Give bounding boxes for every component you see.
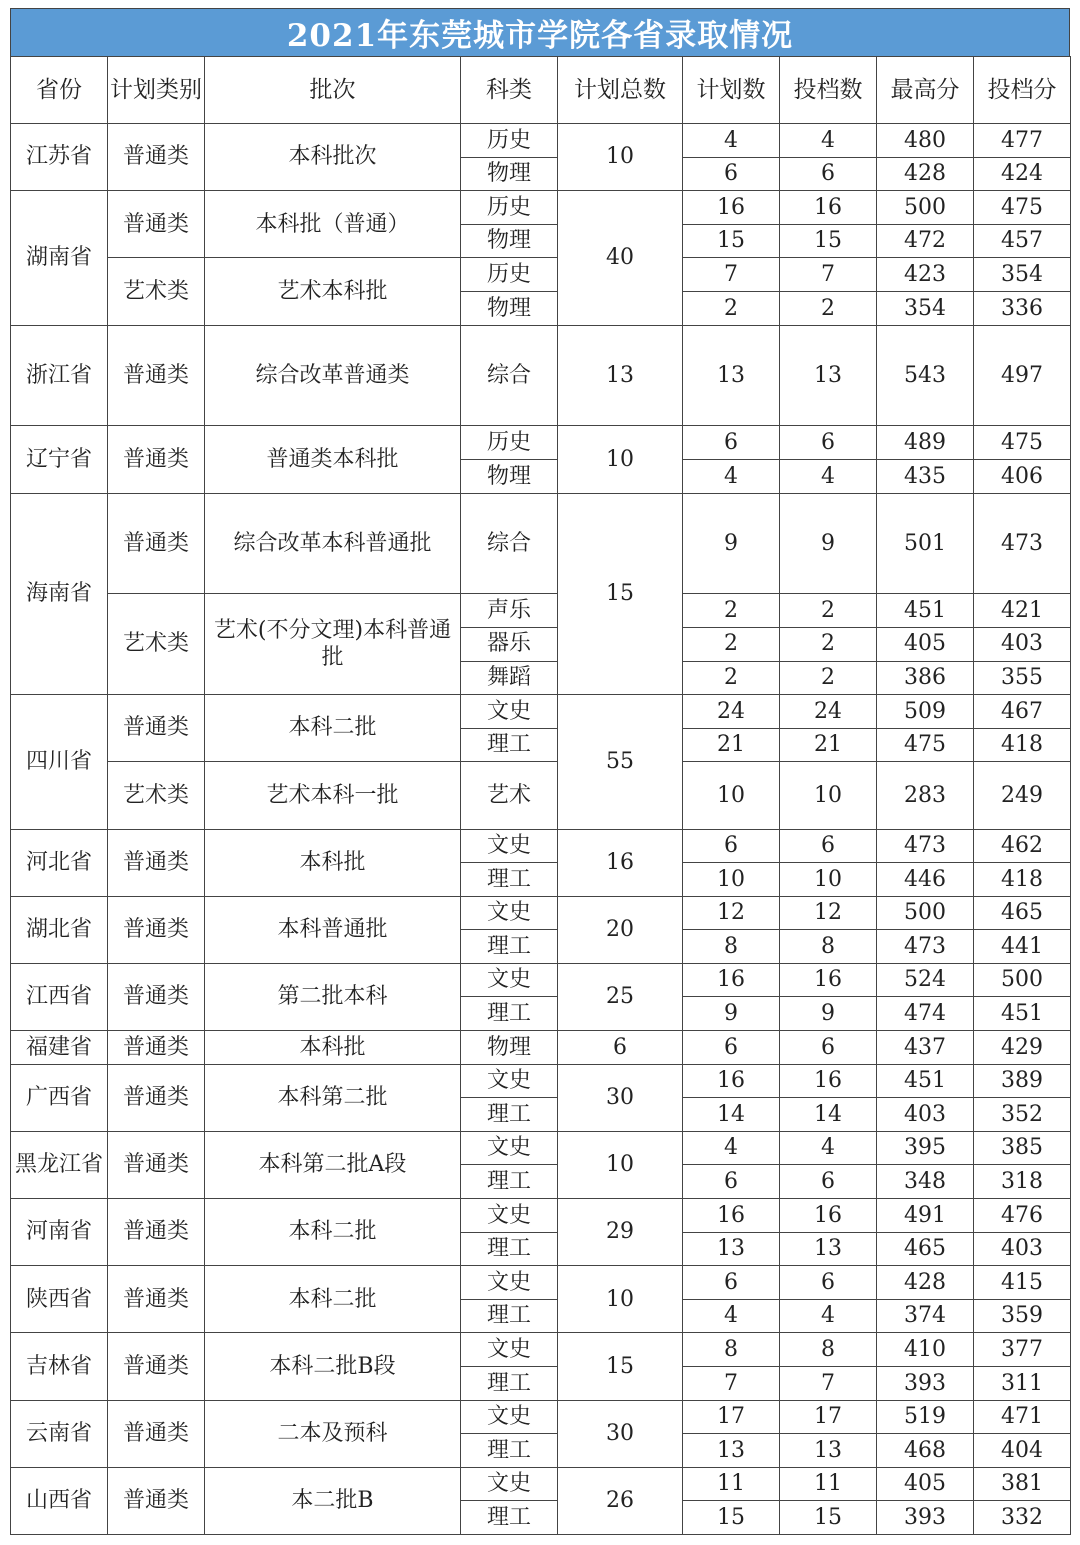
subject-cell: 历史 bbox=[461, 426, 558, 460]
subject-cell: 理工 bbox=[461, 1299, 558, 1333]
batch-cell: 本科二批 bbox=[205, 1199, 461, 1266]
plan-cell: 13 bbox=[683, 325, 780, 426]
subject-cell: 文史 bbox=[461, 1400, 558, 1434]
category-cell: 普通类 bbox=[108, 1266, 205, 1333]
plan-total-cell: 13 bbox=[558, 325, 683, 426]
filing-score-cell: 476 bbox=[974, 1199, 1071, 1233]
subject-cell: 艺术 bbox=[461, 762, 558, 829]
plan-cell: 13 bbox=[683, 1232, 780, 1266]
header-filing-score: 投档分 bbox=[974, 57, 1071, 124]
plan-cell: 7 bbox=[683, 1367, 780, 1401]
plan-total-cell: 20 bbox=[558, 896, 683, 963]
plan-cell: 6 bbox=[683, 829, 780, 863]
plan-total-cell: 30 bbox=[558, 1064, 683, 1131]
batch-cell: 二本及预科 bbox=[205, 1400, 461, 1467]
province-cell: 辽宁省 bbox=[11, 426, 108, 493]
filed-cell: 13 bbox=[780, 1434, 877, 1468]
subject-cell: 物理 bbox=[461, 157, 558, 191]
batch-cell: 综合改革本科普通批 bbox=[205, 493, 461, 594]
filed-cell: 7 bbox=[780, 1367, 877, 1401]
table-row bbox=[11, 1199, 1071, 1233]
subject-cell: 文史 bbox=[461, 1199, 558, 1233]
max-score-cell: 374 bbox=[877, 1299, 974, 1333]
subject-cell: 理工 bbox=[461, 1232, 558, 1266]
subject-cell: 文史 bbox=[461, 1131, 558, 1165]
batch-cell: 本科批次 bbox=[205, 124, 461, 191]
filing-score-cell: 311 bbox=[974, 1367, 1071, 1401]
filed-cell: 13 bbox=[780, 1232, 877, 1266]
subject-cell: 文史 bbox=[461, 896, 558, 930]
max-score-cell: 480 bbox=[877, 124, 974, 158]
max-score-cell: 403 bbox=[877, 1098, 974, 1132]
plan-cell: 2 bbox=[683, 594, 780, 628]
category-cell: 艺术类 bbox=[108, 594, 205, 695]
filed-cell: 4 bbox=[780, 1131, 877, 1165]
category-cell: 普通类 bbox=[108, 1467, 205, 1534]
subject-cell: 物理 bbox=[461, 459, 558, 493]
table-row bbox=[11, 1031, 1071, 1065]
category-cell: 普通类 bbox=[108, 963, 205, 1030]
filed-cell: 6 bbox=[780, 157, 877, 191]
province-cell: 陕西省 bbox=[11, 1266, 108, 1333]
filing-score-cell: 497 bbox=[974, 325, 1071, 426]
filed-cell: 8 bbox=[780, 930, 877, 964]
max-score-cell: 423 bbox=[877, 258, 974, 292]
plan-cell: 15 bbox=[683, 224, 780, 258]
header-batch: 批次 bbox=[205, 57, 461, 124]
plan-cell: 8 bbox=[683, 1333, 780, 1367]
table-row bbox=[11, 1064, 1071, 1098]
plan-cell: 10 bbox=[683, 762, 780, 829]
max-score-cell: 410 bbox=[877, 1333, 974, 1367]
max-score-cell: 446 bbox=[877, 863, 974, 897]
max-score-cell: 500 bbox=[877, 191, 974, 225]
province-cell: 河南省 bbox=[11, 1199, 108, 1266]
table-row bbox=[11, 124, 1071, 158]
filed-cell: 14 bbox=[780, 1098, 877, 1132]
max-score-cell: 491 bbox=[877, 1199, 974, 1233]
filed-cell: 24 bbox=[780, 695, 877, 729]
filing-score-cell: 467 bbox=[974, 695, 1071, 729]
filed-cell: 16 bbox=[780, 191, 877, 225]
subject-cell: 舞蹈 bbox=[461, 661, 558, 695]
admission-table bbox=[10, 56, 1071, 1535]
category-cell: 普通类 bbox=[108, 325, 205, 426]
header-category: 计划类别 bbox=[108, 57, 205, 124]
table-body bbox=[11, 124, 1071, 1535]
subject-cell: 理工 bbox=[461, 863, 558, 897]
province-cell: 河北省 bbox=[11, 829, 108, 896]
plan-cell: 15 bbox=[683, 1501, 780, 1535]
filing-score-cell: 377 bbox=[974, 1333, 1071, 1367]
filing-score-cell: 418 bbox=[974, 863, 1071, 897]
plan-total-cell: 16 bbox=[558, 829, 683, 896]
plan-cell: 6 bbox=[683, 426, 780, 460]
max-score-cell: 509 bbox=[877, 695, 974, 729]
plan-total-cell: 26 bbox=[558, 1467, 683, 1534]
header-plan-total: 计划总数 bbox=[558, 57, 683, 124]
filing-score-cell: 465 bbox=[974, 896, 1071, 930]
filing-score-cell: 500 bbox=[974, 963, 1071, 997]
batch-cell: 本二批B bbox=[205, 1467, 461, 1534]
batch-cell: 第二批本科 bbox=[205, 963, 461, 1030]
filing-score-cell: 332 bbox=[974, 1501, 1071, 1535]
batch-cell: 本科第二批 bbox=[205, 1064, 461, 1131]
filing-score-cell: 318 bbox=[974, 1165, 1071, 1199]
subject-cell: 器乐 bbox=[461, 627, 558, 661]
plan-cell: 24 bbox=[683, 695, 780, 729]
filing-score-cell: 475 bbox=[974, 426, 1071, 460]
subject-cell: 文史 bbox=[461, 1467, 558, 1501]
filing-score-cell: 403 bbox=[974, 1232, 1071, 1266]
category-cell: 普通类 bbox=[108, 1131, 205, 1198]
plan-cell: 12 bbox=[683, 896, 780, 930]
table-row bbox=[11, 896, 1071, 930]
batch-cell: 本科二批 bbox=[205, 695, 461, 762]
plan-total-cell: 15 bbox=[558, 1333, 683, 1400]
province-cell: 广西省 bbox=[11, 1064, 108, 1131]
plan-total-cell: 10 bbox=[558, 124, 683, 191]
table-row bbox=[11, 1467, 1071, 1501]
plan-cell: 2 bbox=[683, 661, 780, 695]
filed-cell: 2 bbox=[780, 627, 877, 661]
plan-cell: 9 bbox=[683, 997, 780, 1031]
filing-score-cell: 429 bbox=[974, 1031, 1071, 1065]
filing-score-cell: 403 bbox=[974, 627, 1071, 661]
category-cell: 普通类 bbox=[108, 695, 205, 762]
filed-cell: 8 bbox=[780, 1333, 877, 1367]
category-cell: 普通类 bbox=[108, 1199, 205, 1266]
table-row bbox=[11, 191, 1071, 225]
filing-score-cell: 336 bbox=[974, 291, 1071, 325]
header-plan: 计划数 bbox=[683, 57, 780, 124]
plan-total-cell: 25 bbox=[558, 963, 683, 1030]
plan-total-cell: 10 bbox=[558, 1131, 683, 1198]
max-score-cell: 475 bbox=[877, 728, 974, 762]
filed-cell: 13 bbox=[780, 325, 877, 426]
max-score-cell: 393 bbox=[877, 1501, 974, 1535]
subject-cell: 文史 bbox=[461, 829, 558, 863]
category-cell: 普通类 bbox=[108, 1031, 205, 1065]
province-cell: 湖南省 bbox=[11, 191, 108, 325]
subject-cell: 理工 bbox=[461, 1434, 558, 1468]
max-score-cell: 465 bbox=[877, 1232, 974, 1266]
subject-cell: 声乐 bbox=[461, 594, 558, 628]
filed-cell: 12 bbox=[780, 896, 877, 930]
plan-cell: 4 bbox=[683, 124, 780, 158]
max-score-cell: 405 bbox=[877, 627, 974, 661]
filed-cell: 6 bbox=[780, 1165, 877, 1199]
plan-cell: 14 bbox=[683, 1098, 780, 1132]
subject-cell: 理工 bbox=[461, 1367, 558, 1401]
max-score-cell: 348 bbox=[877, 1165, 974, 1199]
filed-cell: 10 bbox=[780, 863, 877, 897]
province-cell: 江西省 bbox=[11, 963, 108, 1030]
plan-cell: 9 bbox=[683, 493, 780, 594]
batch-cell: 本科第二批A段 bbox=[205, 1131, 461, 1198]
max-score-cell: 428 bbox=[877, 157, 974, 191]
filed-cell: 6 bbox=[780, 829, 877, 863]
filed-cell: 11 bbox=[780, 1467, 877, 1501]
filed-cell: 4 bbox=[780, 124, 877, 158]
max-score-cell: 393 bbox=[877, 1367, 974, 1401]
subject-cell: 综合 bbox=[461, 493, 558, 594]
table-row bbox=[11, 1333, 1071, 1367]
filed-cell: 15 bbox=[780, 1501, 877, 1535]
plan-total-cell: 10 bbox=[558, 426, 683, 493]
batch-cell: 本科二批 bbox=[205, 1266, 461, 1333]
filed-cell: 16 bbox=[780, 963, 877, 997]
subject-cell: 历史 bbox=[461, 191, 558, 225]
max-score-cell: 395 bbox=[877, 1131, 974, 1165]
category-cell: 普通类 bbox=[108, 1400, 205, 1467]
batch-cell: 本科二批B段 bbox=[205, 1333, 461, 1400]
subject-cell: 理工 bbox=[461, 1501, 558, 1535]
subject-cell: 文史 bbox=[461, 695, 558, 729]
plan-cell: 16 bbox=[683, 1064, 780, 1098]
max-score-cell: 354 bbox=[877, 291, 974, 325]
max-score-cell: 524 bbox=[877, 963, 974, 997]
header-province: 省份 bbox=[11, 57, 108, 124]
subject-cell: 历史 bbox=[461, 258, 558, 292]
batch-cell: 艺术本科批 bbox=[205, 258, 461, 325]
category-cell: 普通类 bbox=[108, 1064, 205, 1131]
filing-score-cell: 359 bbox=[974, 1299, 1071, 1333]
table-row bbox=[11, 325, 1071, 426]
subject-cell: 文史 bbox=[461, 963, 558, 997]
category-cell: 普通类 bbox=[108, 1333, 205, 1400]
category-cell: 艺术类 bbox=[108, 762, 205, 829]
filing-score-cell: 355 bbox=[974, 661, 1071, 695]
filing-score-cell: 418 bbox=[974, 728, 1071, 762]
filed-cell: 10 bbox=[780, 762, 877, 829]
plan-total-cell: 10 bbox=[558, 1266, 683, 1333]
filed-cell: 17 bbox=[780, 1400, 877, 1434]
plan-total-cell: 6 bbox=[558, 1031, 683, 1065]
filed-cell: 7 bbox=[780, 258, 877, 292]
filing-score-cell: 475 bbox=[974, 191, 1071, 225]
max-score-cell: 501 bbox=[877, 493, 974, 594]
filed-cell: 2 bbox=[780, 661, 877, 695]
subject-cell: 理工 bbox=[461, 997, 558, 1031]
filing-score-cell: 406 bbox=[974, 459, 1071, 493]
max-score-cell: 386 bbox=[877, 661, 974, 695]
max-score-cell: 451 bbox=[877, 1064, 974, 1098]
max-score-cell: 543 bbox=[877, 325, 974, 426]
province-cell: 浙江省 bbox=[11, 325, 108, 426]
province-cell: 海南省 bbox=[11, 493, 108, 695]
page-title: 2021年东莞城市学院各省录取情况 bbox=[10, 8, 1070, 56]
table-row bbox=[11, 829, 1071, 863]
batch-cell: 本科普通批 bbox=[205, 896, 461, 963]
table-row bbox=[11, 1400, 1071, 1434]
table-row bbox=[11, 594, 1071, 628]
table-row bbox=[11, 762, 1071, 829]
subject-cell: 历史 bbox=[461, 124, 558, 158]
plan-cell: 4 bbox=[683, 1299, 780, 1333]
province-cell: 福建省 bbox=[11, 1031, 108, 1065]
max-score-cell: 437 bbox=[877, 1031, 974, 1065]
filed-cell: 16 bbox=[780, 1199, 877, 1233]
admission-table-container bbox=[10, 8, 1070, 1535]
max-score-cell: 283 bbox=[877, 762, 974, 829]
subject-cell: 理工 bbox=[461, 1098, 558, 1132]
plan-total-cell: 29 bbox=[558, 1199, 683, 1266]
plan-cell: 13 bbox=[683, 1434, 780, 1468]
header-max-score: 最高分 bbox=[877, 57, 974, 124]
plan-cell: 10 bbox=[683, 863, 780, 897]
max-score-cell: 468 bbox=[877, 1434, 974, 1468]
category-cell: 艺术类 bbox=[108, 258, 205, 325]
table-row bbox=[11, 1266, 1071, 1300]
batch-cell: 本科批（普通） bbox=[205, 191, 461, 258]
filed-cell: 16 bbox=[780, 1064, 877, 1098]
province-cell: 黑龙江省 bbox=[11, 1131, 108, 1198]
category-cell: 普通类 bbox=[108, 829, 205, 896]
plan-cell: 16 bbox=[683, 191, 780, 225]
header-filed: 投档数 bbox=[780, 57, 877, 124]
plan-total-cell: 30 bbox=[558, 1400, 683, 1467]
province-cell: 湖北省 bbox=[11, 896, 108, 963]
filing-score-cell: 352 bbox=[974, 1098, 1071, 1132]
filing-score-cell: 462 bbox=[974, 829, 1071, 863]
filed-cell: 9 bbox=[780, 997, 877, 1031]
subject-cell: 物理 bbox=[461, 224, 558, 258]
filed-cell: 21 bbox=[780, 728, 877, 762]
subject-cell: 文史 bbox=[461, 1064, 558, 1098]
filing-score-cell: 477 bbox=[974, 124, 1071, 158]
filed-cell: 9 bbox=[780, 493, 877, 594]
filed-cell: 6 bbox=[780, 426, 877, 460]
subject-cell: 理工 bbox=[461, 1165, 558, 1199]
plan-cell: 8 bbox=[683, 930, 780, 964]
batch-cell: 本科批 bbox=[205, 829, 461, 896]
plan-cell: 6 bbox=[683, 1031, 780, 1065]
max-score-cell: 472 bbox=[877, 224, 974, 258]
plan-cell: 2 bbox=[683, 627, 780, 661]
plan-total-cell: 15 bbox=[558, 493, 683, 695]
max-score-cell: 435 bbox=[877, 459, 974, 493]
plan-cell: 2 bbox=[683, 291, 780, 325]
category-cell: 普通类 bbox=[108, 896, 205, 963]
batch-cell: 普通类本科批 bbox=[205, 426, 461, 493]
filing-score-cell: 404 bbox=[974, 1434, 1071, 1468]
batch-cell: 本科批 bbox=[205, 1031, 461, 1065]
filing-score-cell: 471 bbox=[974, 1400, 1071, 1434]
filing-score-cell: 381 bbox=[974, 1467, 1071, 1501]
plan-cell: 16 bbox=[683, 963, 780, 997]
max-score-cell: 428 bbox=[877, 1266, 974, 1300]
batch-cell: 综合改革普通类 bbox=[205, 325, 461, 426]
category-cell: 普通类 bbox=[108, 493, 205, 594]
province-cell: 吉林省 bbox=[11, 1333, 108, 1400]
table-row bbox=[11, 963, 1071, 997]
table-row bbox=[11, 258, 1071, 292]
max-score-cell: 473 bbox=[877, 930, 974, 964]
filing-score-cell: 441 bbox=[974, 930, 1071, 964]
max-score-cell: 473 bbox=[877, 829, 974, 863]
subject-cell: 理工 bbox=[461, 728, 558, 762]
category-cell: 普通类 bbox=[108, 124, 205, 191]
filed-cell: 6 bbox=[780, 1266, 877, 1300]
filed-cell: 4 bbox=[780, 1299, 877, 1333]
subject-cell: 理工 bbox=[461, 930, 558, 964]
max-score-cell: 405 bbox=[877, 1467, 974, 1501]
plan-cell: 6 bbox=[683, 1266, 780, 1300]
plan-cell: 11 bbox=[683, 1467, 780, 1501]
filing-score-cell: 354 bbox=[974, 258, 1071, 292]
plan-cell: 16 bbox=[683, 1199, 780, 1233]
header-row bbox=[11, 57, 1071, 124]
plan-total-cell: 40 bbox=[558, 191, 683, 325]
max-score-cell: 489 bbox=[877, 426, 974, 460]
plan-cell: 4 bbox=[683, 459, 780, 493]
filing-score-cell: 424 bbox=[974, 157, 1071, 191]
plan-cell: 6 bbox=[683, 1165, 780, 1199]
plan-cell: 17 bbox=[683, 1400, 780, 1434]
category-cell: 普通类 bbox=[108, 191, 205, 258]
table-row bbox=[11, 1131, 1071, 1165]
subject-cell: 文史 bbox=[461, 1266, 558, 1300]
filing-score-cell: 389 bbox=[974, 1064, 1071, 1098]
plan-total-cell: 55 bbox=[558, 695, 683, 829]
province-cell: 山西省 bbox=[11, 1467, 108, 1534]
filing-score-cell: 451 bbox=[974, 997, 1071, 1031]
plan-cell: 21 bbox=[683, 728, 780, 762]
max-score-cell: 500 bbox=[877, 896, 974, 930]
filed-cell: 4 bbox=[780, 459, 877, 493]
filing-score-cell: 473 bbox=[974, 493, 1071, 594]
province-cell: 四川省 bbox=[11, 695, 108, 829]
subject-cell: 文史 bbox=[461, 1333, 558, 1367]
filing-score-cell: 421 bbox=[974, 594, 1071, 628]
filed-cell: 2 bbox=[780, 291, 877, 325]
filing-score-cell: 249 bbox=[974, 762, 1071, 829]
plan-cell: 6 bbox=[683, 157, 780, 191]
filed-cell: 2 bbox=[780, 594, 877, 628]
filing-score-cell: 415 bbox=[974, 1266, 1071, 1300]
filing-score-cell: 385 bbox=[974, 1131, 1071, 1165]
max-score-cell: 519 bbox=[877, 1400, 974, 1434]
batch-cell: 艺术本科一批 bbox=[205, 762, 461, 829]
table-row bbox=[11, 426, 1071, 460]
filed-cell: 15 bbox=[780, 224, 877, 258]
subject-cell: 物理 bbox=[461, 1031, 558, 1065]
province-cell: 江苏省 bbox=[11, 124, 108, 191]
subject-cell: 综合 bbox=[461, 325, 558, 426]
batch-cell: 艺术(不分文理)本科普通批 bbox=[205, 594, 461, 695]
plan-cell: 7 bbox=[683, 258, 780, 292]
filing-score-cell: 457 bbox=[974, 224, 1071, 258]
max-score-cell: 451 bbox=[877, 594, 974, 628]
plan-cell: 4 bbox=[683, 1131, 780, 1165]
max-score-cell: 474 bbox=[877, 997, 974, 1031]
header-subject: 科类 bbox=[461, 57, 558, 124]
province-cell: 云南省 bbox=[11, 1400, 108, 1467]
filed-cell: 6 bbox=[780, 1031, 877, 1065]
table-row bbox=[11, 695, 1071, 729]
category-cell: 普通类 bbox=[108, 426, 205, 493]
subject-cell: 物理 bbox=[461, 291, 558, 325]
table-row bbox=[11, 493, 1071, 594]
